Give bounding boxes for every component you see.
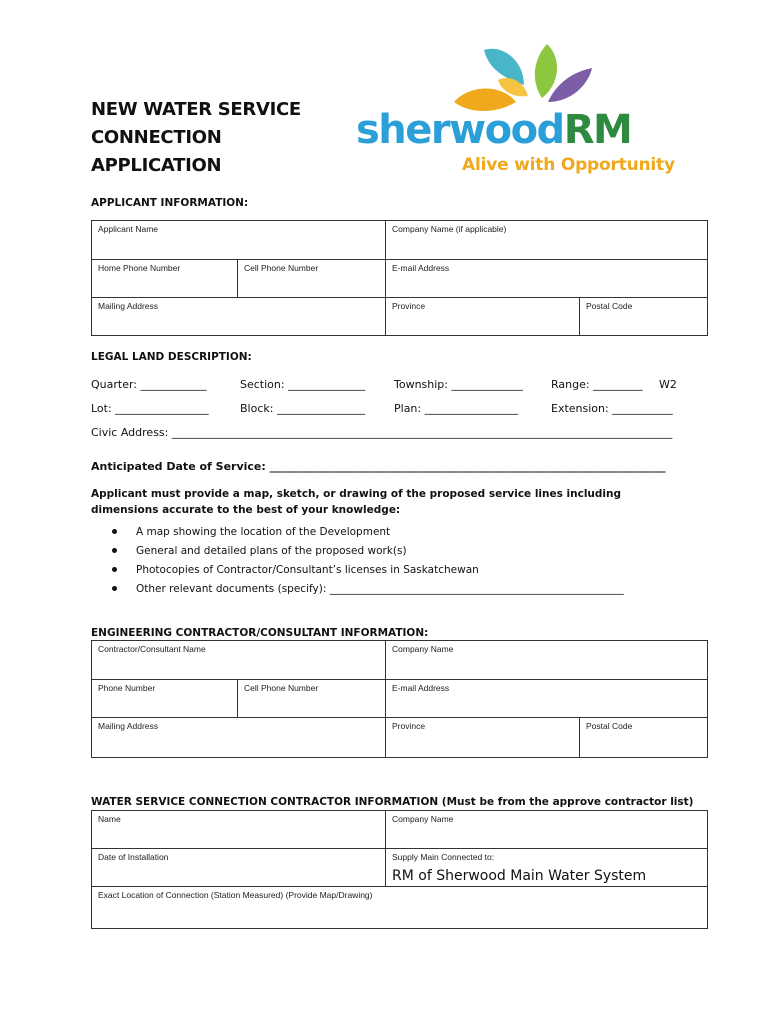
applicant-company-field[interactable]: [386, 221, 708, 260]
anticipated-date-field[interactable]: [91, 460, 681, 473]
list-item-text: General and detailed plans of the proposed work(s): [136, 545, 407, 557]
township-field[interactable]: Township: _____________: [394, 378, 523, 391]
water-contractor-table: [91, 810, 708, 929]
title-line-3: APPLICATION: [91, 155, 222, 176]
list-item: [91, 564, 624, 583]
installation-date-label: Date of Installation: [98, 852, 169, 862]
connection-location-label: Exact Location of Connection (Station Measured) (Provide Map/Drawing): [98, 890, 373, 900]
title-line-2: CONNECTION: [91, 127, 222, 148]
list-item-text: Other relevant documents (specify): ________________________________________________________: [136, 583, 624, 595]
logo-word-sherwood: sherwood: [356, 107, 564, 153]
engineering-section-heading: ENGINEERING CONTRACTOR/CONSULTANT INFORMATION:: [91, 627, 429, 639]
engineering-contractor-name-field[interactable]: [92, 641, 386, 680]
section-field[interactable]: Section: ______________: [240, 378, 366, 391]
lot-field[interactable]: Lot: _________________: [91, 402, 209, 415]
supply-main-field: [386, 849, 708, 887]
installation-date-field[interactable]: [92, 849, 386, 887]
logo-tagline: Alive with Opportunity: [462, 155, 675, 175]
range-field[interactable]: Range: _________: [551, 378, 643, 391]
engineering-postal-code-field[interactable]: [580, 718, 708, 758]
applicant-company-label: Company Name (if applicable): [392, 224, 507, 234]
engineering-email-field[interactable]: [386, 680, 708, 718]
engineering-cell-phone-label: Cell Phone Number: [244, 683, 319, 693]
engineering-email-label: E-mail Address: [392, 683, 450, 693]
water-company-field[interactable]: [386, 811, 708, 849]
bullet-icon: [112, 567, 117, 572]
applicant-postal-code-field[interactable]: [580, 298, 708, 336]
engineering-cell-phone-field[interactable]: [238, 680, 386, 718]
bullet-icon: [112, 548, 117, 553]
engineering-province-label: Province: [392, 721, 426, 731]
engineering-province-field[interactable]: [386, 718, 580, 758]
engineering-mailing-address-label: Mailing Address: [98, 721, 159, 731]
quarter-field[interactable]: Quarter: ____________: [91, 378, 207, 391]
list-item: [91, 545, 624, 564]
water-company-label: Company Name: [392, 814, 454, 824]
engineering-company-field[interactable]: [386, 641, 708, 680]
list-item-text: A map showing the location of the Development: [136, 526, 391, 538]
list-item[interactable]: [91, 583, 624, 602]
applicant-province-label: Province: [392, 301, 426, 311]
list-item-text: Photocopies of Contractor/Consultant’s licenses in Saskatchewan: [136, 564, 479, 576]
plan-field[interactable]: Plan: _________________: [394, 402, 519, 415]
applicant-mailing-address-label: Mailing Address: [98, 301, 159, 311]
form-title: [91, 96, 351, 180]
extension-field[interactable]: Extension: ___________: [551, 402, 673, 415]
supply-main-value: RM of Sherwood Main Water System: [392, 868, 647, 884]
connection-location-field[interactable]: [92, 887, 708, 929]
list-item: [91, 526, 624, 545]
civic-address-field[interactable]: Civic Address: ___________________________________________________________________________________________: [91, 426, 673, 439]
engineering-table: [91, 640, 708, 758]
applicant-home-phone-field[interactable]: [92, 260, 238, 298]
logo-word-rm: RM: [563, 107, 632, 153]
required-documents-list: [91, 526, 624, 602]
bullet-icon: [112, 586, 117, 591]
engineering-mailing-address-field[interactable]: [92, 718, 386, 758]
legal-section-heading: LEGAL LAND DESCRIPTION:: [91, 351, 252, 363]
meridian-label: W2: [659, 378, 677, 391]
engineering-contractor-name-label: Contractor/Consultant Name: [98, 644, 206, 654]
applicant-name-label: Applicant Name: [98, 224, 159, 234]
applicant-postal-code-label: Postal Code: [586, 301, 633, 311]
anticipated-date-label: Anticipated Date of Service: ________________________________________________________________________: [91, 460, 666, 473]
water-contractor-name-field[interactable]: [92, 811, 386, 849]
engineering-phone-label: Phone Number: [98, 683, 156, 693]
applicant-email-field[interactable]: [386, 260, 708, 298]
water-section-heading: WATER SERVICE CONNECTION CONTRACTOR INFORMATION (Must be from the approve contractor list): [91, 796, 694, 808]
title-line-1: NEW WATER SERVICE: [91, 99, 301, 120]
applicant-table: [91, 220, 708, 336]
applicant-home-phone-label: Home Phone Number: [98, 263, 181, 273]
applicant-section-heading: APPLICANT INFORMATION:: [91, 197, 249, 209]
applicant-name-field[interactable]: [92, 221, 386, 260]
engineering-company-label: Company Name: [392, 644, 454, 654]
water-contractor-name-label: Name: [98, 814, 121, 824]
engineering-postal-code-label: Postal Code: [586, 721, 633, 731]
block-field[interactable]: Block: ________________: [240, 402, 365, 415]
applicant-email-label: E-mail Address: [392, 263, 450, 273]
engineering-phone-field[interactable]: [92, 680, 238, 718]
applicant-cell-phone-label: Cell Phone Number: [244, 263, 319, 273]
map-requirement-notice: Applicant must provide a map, sketch, or drawing of the proposed service lines including dimensions accurate to the best of your knowledge:: [91, 488, 621, 516]
applicant-mailing-address-field[interactable]: [92, 298, 386, 336]
bullet-icon: [112, 529, 117, 534]
supply-main-label: Supply Main Connected to:: [392, 852, 495, 862]
logo-wordmark: [356, 106, 631, 154]
applicant-province-field[interactable]: [386, 298, 580, 336]
applicant-cell-phone-field[interactable]: [238, 260, 386, 298]
